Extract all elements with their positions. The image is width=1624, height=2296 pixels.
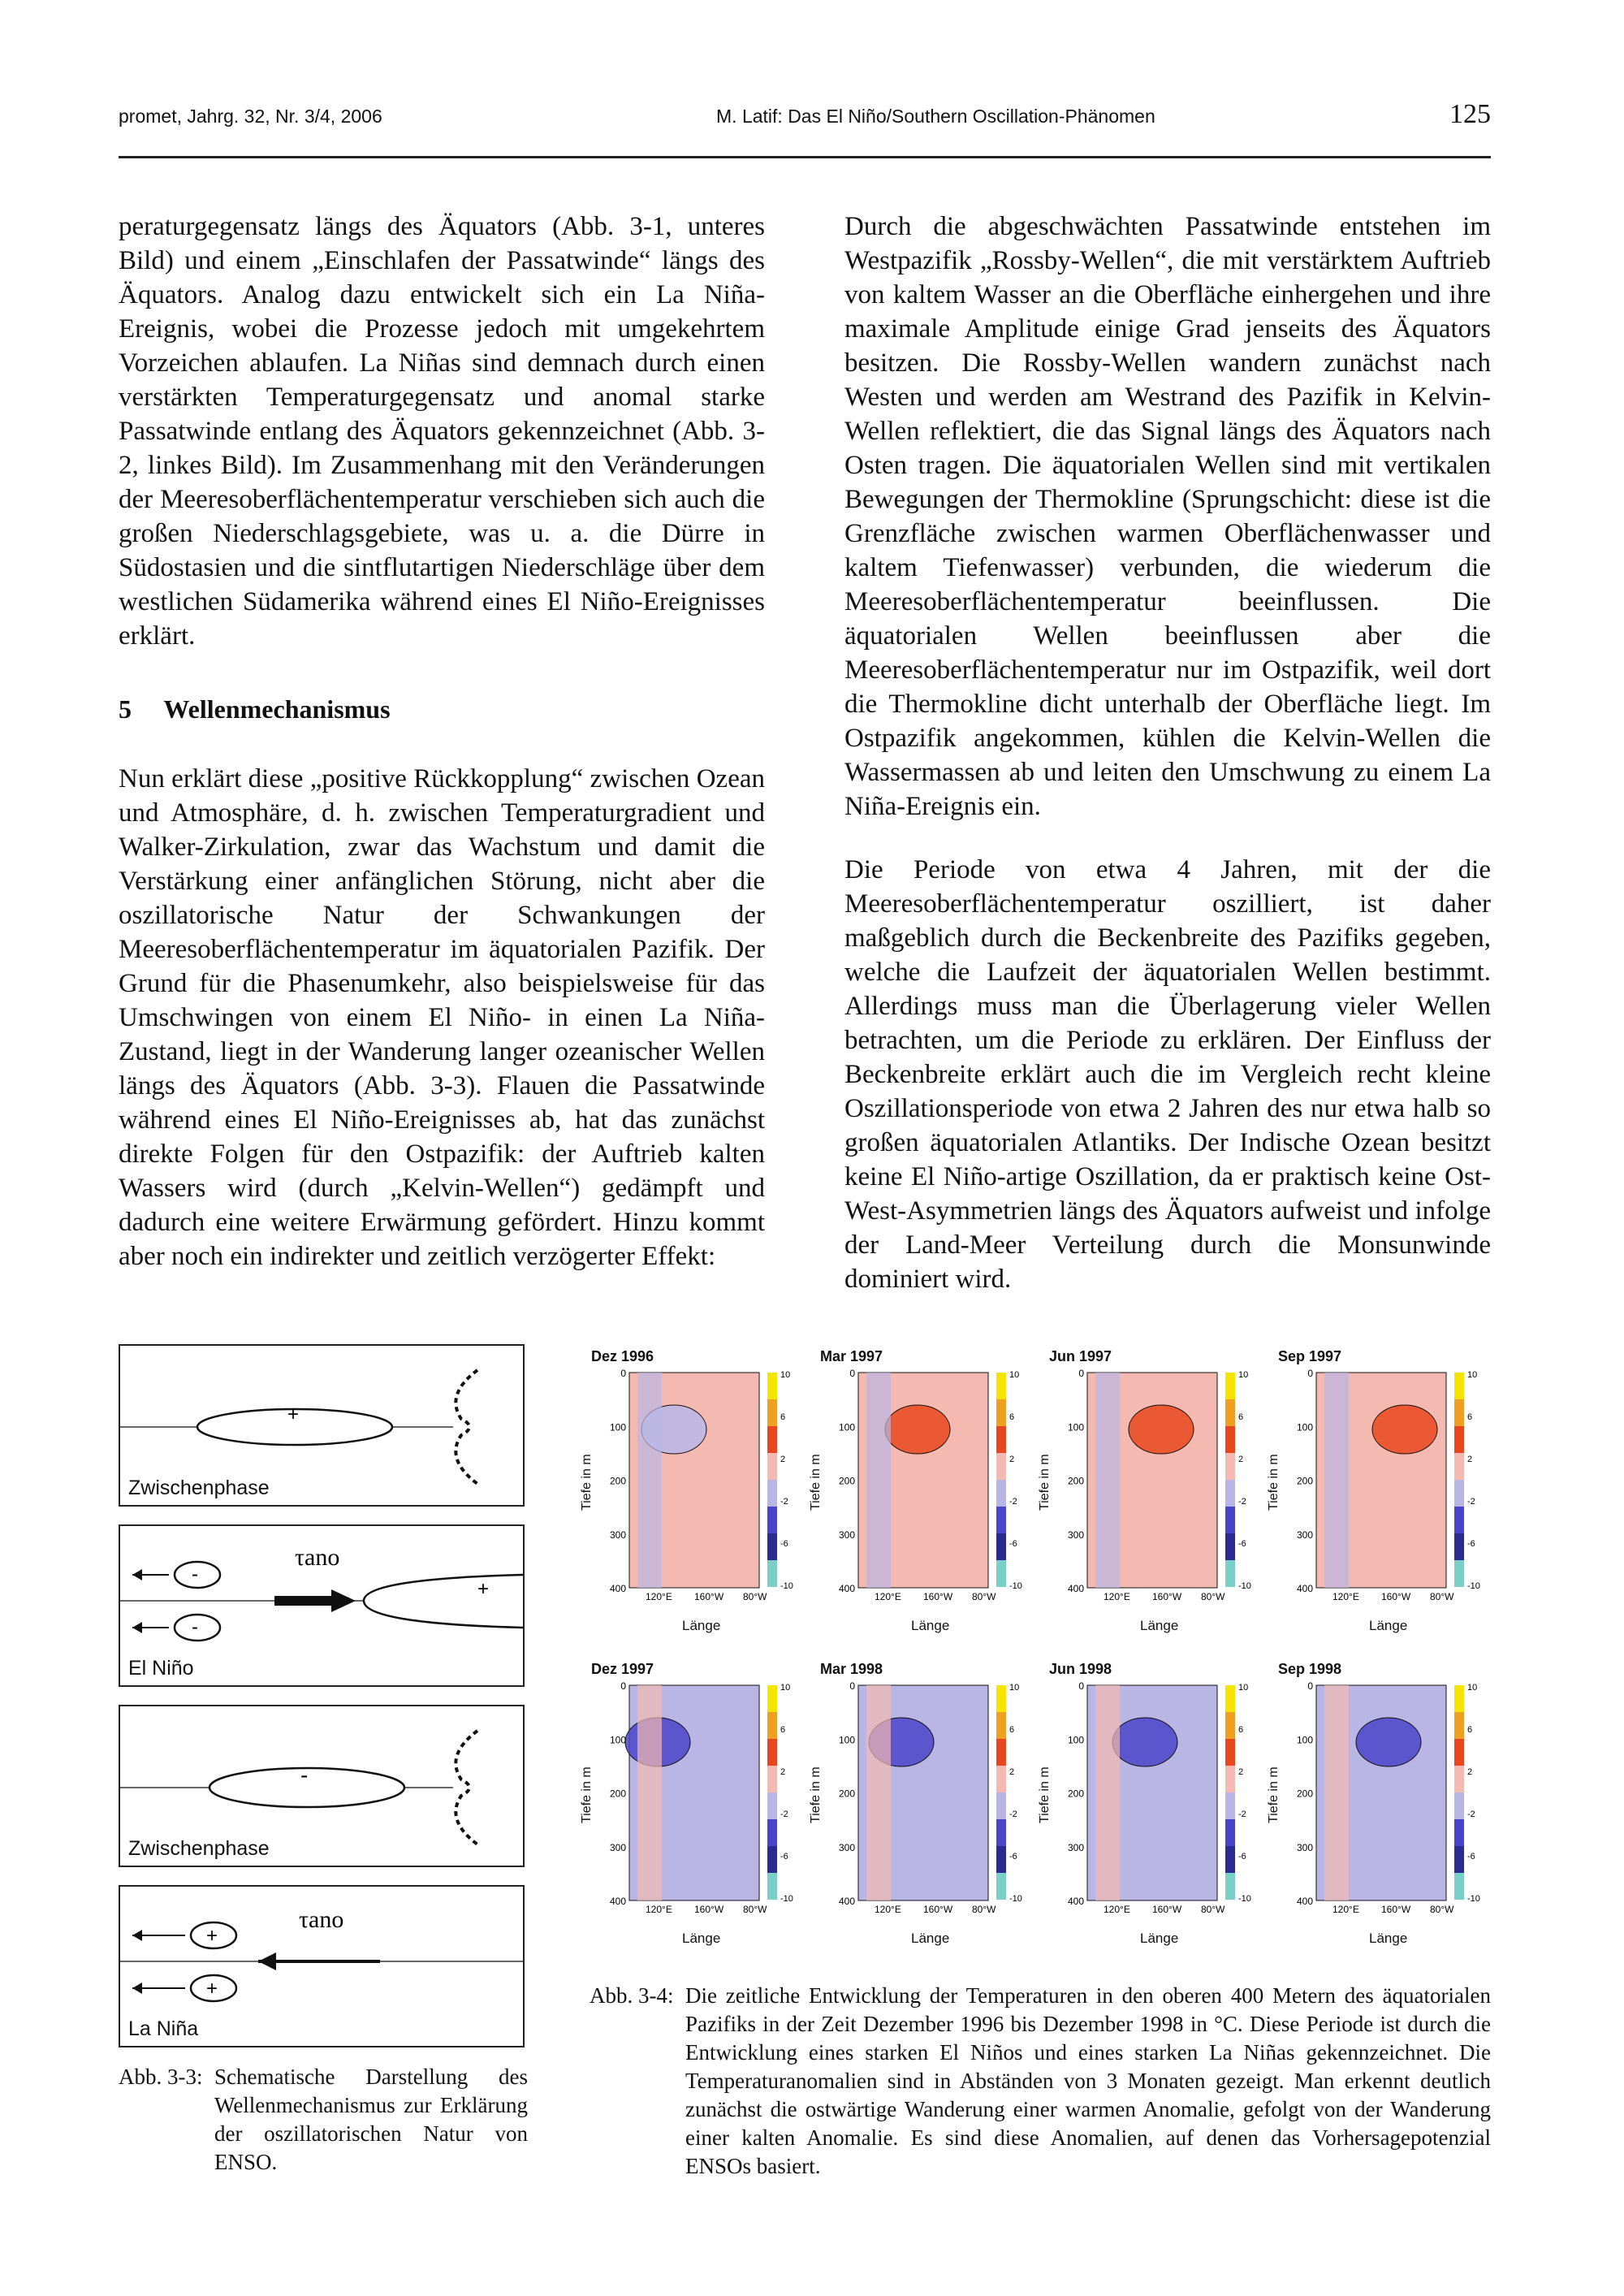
x-tick-label: 160°W [1152, 1904, 1182, 1915]
colorbar-tick: 2 [1238, 1767, 1244, 1777]
y-tick-label: 0 [849, 1680, 855, 1692]
colorbar-tick: 10 [780, 1683, 791, 1693]
y-tick-label: 100 [838, 1734, 855, 1746]
colorbar-tick: 10 [1238, 1683, 1249, 1693]
x-tick-label: 80°W [1430, 1591, 1454, 1602]
colorbar-tick: -6 [1009, 1852, 1017, 1861]
panel-title: Dez 1997 [591, 1661, 654, 1677]
y-tick-label: 200 [1296, 1788, 1313, 1800]
x-tick-label: 120°E [875, 1904, 901, 1915]
contour-plot [585, 1661, 796, 1941]
y-tick-label: 400 [609, 1896, 626, 1907]
x-axis-label: Länge [911, 1931, 950, 1946]
colorbar-tick: 6 [780, 1725, 786, 1735]
x-tick-label: 120°E [1332, 1904, 1359, 1915]
x-tick-label: 160°W [694, 1904, 724, 1915]
y-tick-label: 0 [1307, 1368, 1313, 1379]
y-tick-label: 100 [1296, 1734, 1313, 1746]
y-tick-label: 0 [1307, 1680, 1313, 1692]
section-panel [809, 1348, 1025, 1637]
panel-label: El Niño [128, 1657, 194, 1680]
panel-title: Dez 1996 [591, 1348, 654, 1364]
schematic-panel-2 [119, 1524, 525, 1687]
colorbar-tick: -10 [1009, 1894, 1022, 1904]
figure-3-3 [119, 1344, 525, 2065]
colorbar-tick: -6 [780, 1852, 788, 1861]
colorbar-tick: -10 [1467, 1581, 1480, 1591]
header-rule [119, 156, 1491, 158]
panel-label: Zwischenphase [128, 1477, 270, 1499]
x-tick-label: 120°E [1332, 1591, 1359, 1602]
panel-title: Mar 1997 [820, 1348, 883, 1364]
caption-text: Die zeitliche Entwicklung der Temperaturen in den oberen 400 Metern des äquatorialen Pazifiks in der Zeit Dezember 1996 bis Dezember 1998 in °C. Diese Periode ist durch die Entwicklung eines starken El Niños und eines starken La Niñas gekennzeichnet. Die Temperaturanomalien sind in Abständen von 3 Monaten gezeigt. Man erkennt deutlich zunächst die ostwärtige Wanderung einer warmen Anomalie, gefolgt von der Wanderung einer kalten Anomalie. Es sind diese Anomalien, auf denen das Vorhersagepotenzial ENSOs basiert. [685, 1983, 1491, 2178]
section-panel [580, 1661, 796, 1949]
panel-label: Zwischenphase [128, 1837, 270, 1860]
sign-label: + [287, 1403, 300, 1425]
x-tick-label: 80°W [743, 1904, 767, 1915]
figure-3-4-caption [590, 1982, 1491, 2181]
colorbar-tick: -6 [1009, 1539, 1017, 1549]
contour-plot [1272, 1661, 1483, 1941]
y-tick-label: 0 [849, 1368, 855, 1379]
y-tick-label: 100 [838, 1421, 855, 1433]
x-tick-label: 120°E [646, 1591, 672, 1602]
paragraph: peraturgegensatz längs des Äquators (Abb. 3-1, unteres Bild) und einem „Einschlafen der Passatwinde“ längs des Äquators. Analog dazu entwickelt sich ein La Niña-Ereignis, wobei die Prozesse jedoch mit umgekehrtem Vorzeichen ablaufen. La Niñas sind demnach durch einen verstärkten Temperaturgegensatz und anomal starke Passatwinde entlang des Äquators gekennzeichnet (Abb. 3-2, linkes Bild). Im Zusammenhang mit den Veränderungen der Meeresoberflächentemperatur verschieben sich auch die großen Niederschlagsgebiete, was u. a. die Dürre in Südostasien und die sintflutartigen Niederschläge über dem westlichen Südamerika während eines El Niño-Ereignisses erklärt. [119, 212, 765, 651]
y-tick-label: 100 [1067, 1421, 1084, 1433]
y-tick-label: 0 [620, 1680, 626, 1692]
y-axis-label: Tiefe in m [1267, 1766, 1281, 1823]
section-panel [580, 1348, 796, 1637]
y-axis-label: Tiefe in m [580, 1454, 594, 1511]
contour-plot [814, 1661, 1025, 1941]
colorbar-tick: -6 [1467, 1852, 1475, 1861]
y-tick-label: 0 [1078, 1368, 1084, 1379]
colorbar-tick: -10 [1467, 1894, 1480, 1904]
y-tick-label: 400 [838, 1896, 855, 1907]
colorbar-tick: -2 [780, 1810, 788, 1819]
colorbar-tick: -6 [1238, 1539, 1246, 1549]
x-tick-label: 120°E [875, 1591, 901, 1602]
contour-plot [1043, 1348, 1254, 1628]
schematic-panel-3 [119, 1705, 525, 1867]
y-tick-label: 200 [609, 1475, 626, 1487]
colorbar-tick: 2 [1009, 1767, 1015, 1777]
y-tick-label: 0 [1078, 1680, 1084, 1692]
y-tick-label: 200 [1067, 1475, 1084, 1487]
colorbar-tick: 2 [1467, 1767, 1473, 1777]
colorbar-tick: 10 [1238, 1370, 1249, 1380]
y-tick-label: 200 [1067, 1788, 1084, 1800]
section-heading: 5 Wellenmechanismus [119, 694, 391, 724]
section-panel [1038, 1661, 1254, 1949]
x-axis-label: Länge [911, 1618, 950, 1633]
colorbar-tick: -2 [1009, 1810, 1017, 1819]
y-tick-label: 200 [838, 1788, 855, 1800]
x-tick-label: 80°W [743, 1591, 767, 1602]
figure-3-4 [580, 1348, 1494, 1949]
section-panel [1267, 1348, 1483, 1637]
caption-text: Schematische Darstellung des Wellenmechanismus zur Erklärung der oszillatorischen Natur von ENSO. [214, 2065, 528, 2174]
contour-plot [1043, 1661, 1254, 1941]
y-tick-label: 400 [1296, 1896, 1313, 1907]
colorbar-tick: 2 [780, 1455, 786, 1464]
sign-label: + [206, 1978, 218, 2000]
contour-plot [585, 1348, 796, 1628]
x-tick-label: 80°W [972, 1591, 996, 1602]
y-tick-label: 400 [1067, 1896, 1084, 1907]
panel-title: Jun 1998 [1049, 1661, 1112, 1677]
section-panel [1038, 1348, 1254, 1637]
y-tick-label: 200 [1296, 1475, 1313, 1487]
x-tick-label: 160°W [923, 1904, 953, 1915]
x-tick-label: 80°W [1201, 1904, 1225, 1915]
colorbar-tick: 10 [1009, 1683, 1020, 1693]
x-tick-label: 80°W [1430, 1904, 1454, 1915]
left-column [119, 210, 765, 1303]
paragraph: Nun erklärt diese „positive Rückkopplung“ zwischen Ozean und Atmosphäre, d. h. zwischen Temperaturgradient und Walker-Zirkulation, zwar das Wachstum und damit die Verstärkung einer anfänglichen Störung, nicht aber die oszillatorische Natur der Schwankungen der Meeresoberflächentemperatur im äquatorialen Pazifik. Der Grund für die Phasenumkehr, also beispielsweise für das Umschwingen von einem El Niño- in einen La Niña-Zustand, liegt in der Wanderung langer ozeanischer Wellen längs des Äquators (Abb. 3-3). Flauen die Passatwinde während eines El Niño-Ereignisses ab, hat das zunächst direkte Folgen für den Ostpazifik: der Auftrieb kalten Wassers wird (durch „Kelvin-Wellen“) gedämpft und dadurch eine weitere Erwärmung gefördert. Hinzu kommt aber noch ein indirekter und zeitlich verzögerter Effekt: [119, 764, 765, 1271]
x-axis-label: Länge [1140, 1931, 1179, 1946]
colorbar-tick: 6 [1009, 1725, 1015, 1735]
y-axis-label: Tiefe in m [809, 1766, 823, 1823]
caption-label: Abb. 3-4: [590, 1983, 674, 2008]
colorbar-tick: -2 [780, 1497, 788, 1507]
contour-plot [1272, 1348, 1483, 1628]
colorbar-tick: -2 [1009, 1497, 1017, 1507]
x-tick-label: 160°W [923, 1591, 953, 1602]
colorbar-tick: -6 [1467, 1539, 1475, 1549]
colorbar-tick: -10 [1009, 1581, 1022, 1591]
x-axis-label: Länge [1369, 1618, 1408, 1633]
y-tick-label: 300 [1067, 1529, 1084, 1541]
colorbar-tick: 10 [1467, 1370, 1478, 1380]
section-panel [1267, 1661, 1483, 1949]
panel-title: Sep 1997 [1278, 1348, 1342, 1364]
y-axis-label: Tiefe in m [580, 1766, 594, 1823]
colorbar-tick: 6 [780, 1412, 786, 1422]
sign-label: - [300, 1762, 309, 1788]
panel-title: Mar 1998 [820, 1661, 883, 1677]
x-tick-label: 160°W [694, 1591, 724, 1602]
y-tick-label: 200 [838, 1475, 855, 1487]
caption-label: Abb. 3-3: [119, 2065, 203, 2089]
contour-plot [814, 1348, 1025, 1628]
y-tick-label: 100 [609, 1421, 626, 1433]
y-tick-label: 300 [609, 1529, 626, 1541]
y-tick-label: 300 [1067, 1841, 1084, 1853]
right-column [844, 210, 1491, 1325]
colorbar-tick: -10 [780, 1581, 793, 1591]
colorbar-tick: 6 [1238, 1725, 1244, 1735]
y-tick-label: 400 [1296, 1583, 1313, 1594]
header-journal: promet, Jahrg. 32, Nr. 3/4, 2006 [119, 106, 382, 127]
colorbar-tick: -2 [1467, 1810, 1475, 1819]
colorbar-tick: 6 [1467, 1725, 1473, 1735]
y-axis-label: Tiefe in m [1267, 1454, 1281, 1511]
y-tick-label: 300 [1296, 1841, 1313, 1853]
y-tick-label: 100 [609, 1734, 626, 1746]
paragraph: Durch die abgeschwächten Passatwinde entstehen im Westpazifik „Rossby-Wellen“, die mit verstärktem Auftrieb von kaltem Wasser an die Oberfläche einhergehen und ihre maximale Amplitude einige Grad jenseits des Äquators besitzen. Die Rossby-Wellen wandern zunächst nach Westen und werden am Westrand des Pazifik in Kelvin-Wellen reflektiert, die das Signal längs des Äquators nach Osten tragen. Die äquatorialen Wellen sind mit vertikalen Bewegungen der Thermokline (Sprungschicht: diese ist die Grenzfläche zwischen warmen Oberflächenwasser und kaltem Tiefenwasser) verbunden, die wiederum die Meeresoberflächentemperatur beeinflussen. Die äquatorialen Wellen beeinflussen aber die Meeresoberflächentemperatur nur im Ostpazifik, weil dort die Thermokline dicht unterhalb der Oberfläche liegt. Im Ostpazifik angekommen, kühlen die Kelvin-Wellen die Wassermassen ab und leiten den Umschwung zu einem La Niña-Ereignis ein. [844, 212, 1491, 821]
colorbar-tick: -10 [1238, 1894, 1251, 1904]
colorbar-tick: -10 [780, 1894, 793, 1904]
y-tick-label: 300 [1296, 1529, 1313, 1541]
colorbar-tick: 6 [1467, 1412, 1473, 1422]
y-tick-label: 100 [1067, 1734, 1084, 1746]
colorbar-tick: 2 [1467, 1455, 1473, 1464]
figure-3-3-caption [119, 2063, 528, 2177]
colorbar-tick: 6 [1238, 1412, 1244, 1422]
colorbar-tick: -10 [1238, 1581, 1251, 1591]
colorbar-tick: 2 [1238, 1455, 1244, 1464]
x-tick-label: 160°W [1152, 1591, 1182, 1602]
x-axis-label: Länge [682, 1618, 721, 1633]
x-axis-label: Länge [1369, 1931, 1408, 1946]
colorbar-tick: -2 [1238, 1810, 1246, 1819]
panel-title: Sep 1998 [1278, 1661, 1342, 1677]
section-panel [809, 1661, 1025, 1949]
colorbar-tick: 2 [780, 1767, 786, 1777]
colorbar-tick: 10 [1467, 1683, 1478, 1693]
paragraph: Die Periode von etwa 4 Jahren, mit der die Meeresoberflächentemperatur oszilliert, ist daher maßgeblich durch die Beckenbreite des Pazifiks gegeben, welche die Laufzeit der äquatorialen Wellen bestimmt. Allerdings muss man die Überlagerung vieler Wellen betrachten, um die Periode zu erklären. Der Einfluss der Beckenbreite erklärt auch die im Vergleich recht kleine Oszillationsperiode von etwa 2 Jahren des nur etwa halb so großen äquatorialen Atlantiks. Der Indische Ozean besitzt keine El Niño-artige Oszillation, da er praktisch keine Ost-West-Asymmetrien längs des Äquators aufweist und infolge der Land-Meer Verteilung durch die Monsunwinde dominiert wird. [844, 855, 1491, 1294]
y-axis-label: Tiefe in m [1038, 1454, 1052, 1511]
sign-label: - [192, 1563, 198, 1585]
colorbar-tick: -6 [780, 1539, 788, 1549]
page-number: 125 [1449, 99, 1491, 129]
tau-label: τano [295, 1544, 340, 1571]
colorbar-tick: -2 [1238, 1497, 1246, 1507]
colorbar-tick: 10 [1009, 1370, 1020, 1380]
schematic-panel-4 [119, 1885, 525, 2047]
sign-label: - [192, 1616, 198, 1638]
colorbar-tick: 6 [1009, 1412, 1015, 1422]
x-axis-label: Länge [682, 1931, 721, 1946]
y-tick-label: 300 [838, 1529, 855, 1541]
colorbar-tick: 10 [780, 1370, 791, 1380]
panel-label: La Niña [128, 2017, 199, 2040]
tau-label: τano [299, 1906, 344, 1933]
x-tick-label: 80°W [972, 1904, 996, 1915]
y-tick-label: 300 [838, 1841, 855, 1853]
y-tick-label: 100 [1296, 1421, 1313, 1433]
header-article: M. Latif: Das El Niño/Southern Oscillation-Phänomen [716, 106, 1155, 127]
x-tick-label: 120°E [1104, 1904, 1130, 1915]
y-tick-label: 400 [1067, 1583, 1084, 1594]
x-tick-label: 120°E [646, 1904, 672, 1915]
y-tick-label: 300 [609, 1841, 626, 1853]
x-tick-label: 80°W [1201, 1591, 1225, 1602]
colorbar-tick: -2 [1467, 1497, 1475, 1507]
colorbar-tick: 2 [1009, 1455, 1015, 1464]
schematic-panel-1 [119, 1344, 525, 1507]
sign-label: + [206, 1925, 218, 1947]
x-axis-label: Länge [1140, 1618, 1179, 1633]
y-axis-label: Tiefe in m [1038, 1766, 1052, 1823]
y-tick-label: 400 [838, 1583, 855, 1594]
colorbar-tick: -6 [1238, 1852, 1246, 1861]
panel-title: Jun 1997 [1049, 1348, 1112, 1364]
y-axis-label: Tiefe in m [809, 1454, 823, 1511]
x-tick-label: 160°W [1381, 1591, 1411, 1602]
x-tick-label: 160°W [1381, 1904, 1411, 1915]
sign-label: + [477, 1578, 490, 1600]
y-tick-label: 0 [620, 1368, 626, 1379]
y-tick-label: 200 [609, 1788, 626, 1800]
x-tick-label: 120°E [1104, 1591, 1130, 1602]
y-tick-label: 400 [609, 1583, 626, 1594]
